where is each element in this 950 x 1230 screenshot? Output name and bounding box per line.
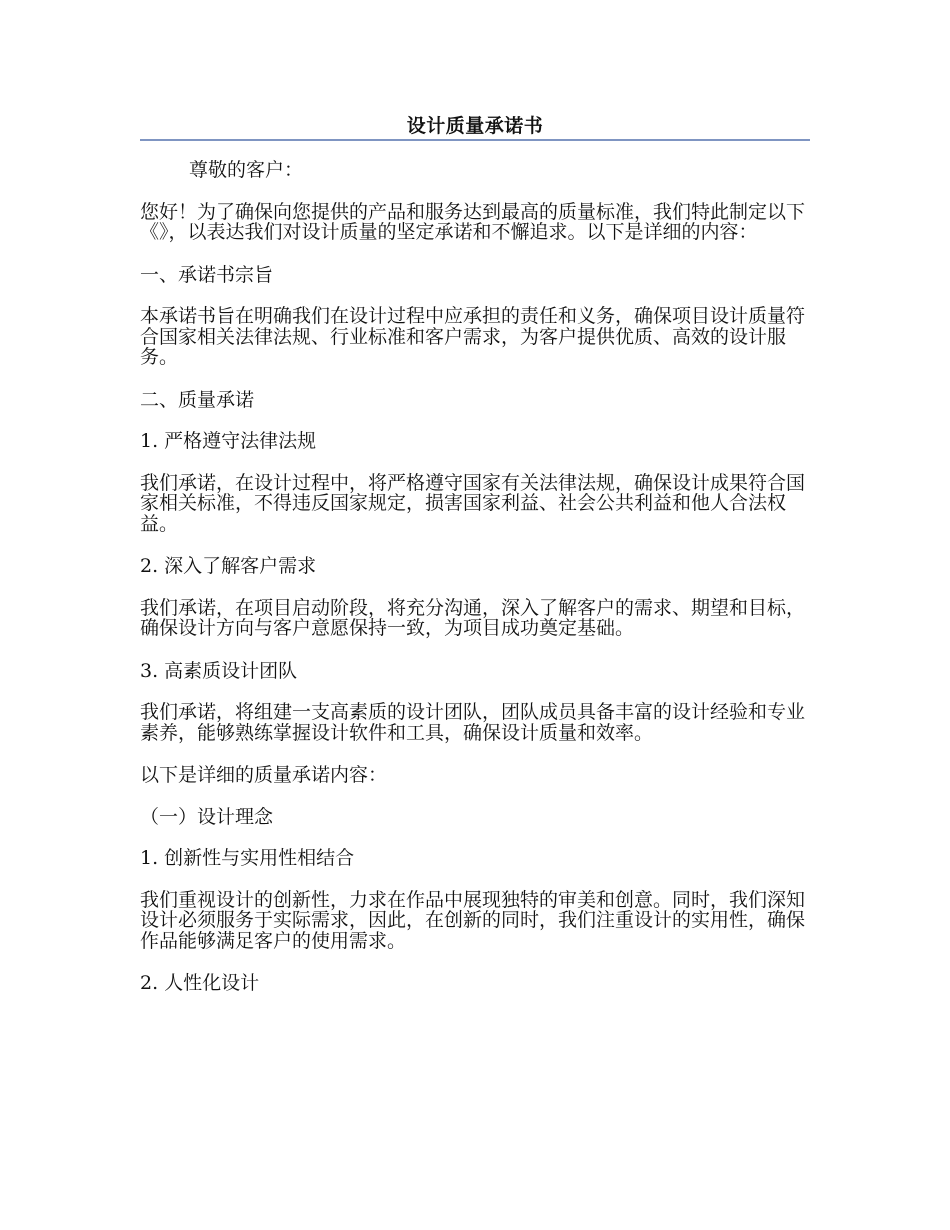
body-paragraph: 本承诺书旨在明确我们在设计过程中应承担的责任和义务，确保项目设计质量符合国家相关法律法规、行业标准和客户需求，为客户提供优质、高效的设计服务。 bbox=[140, 305, 806, 368]
numbered-heading: 2. 深入了解客户需求 bbox=[140, 555, 317, 577]
section-heading: 二、质量承诺 bbox=[140, 388, 255, 411]
body-paragraph: 以下是详细的质量承诺内容： bbox=[140, 764, 388, 786]
body-paragraph: 我们重视设计的创新性，力求在作品中展现独特的审美和创意。同时，我们深知设计必须服务于实际需求，因此，在创新的同时，我们注重设计的实用性，确保作品能够满足客户的使用需求。 bbox=[140, 888, 806, 952]
section-heading: 一、承诺书宗旨 bbox=[140, 263, 274, 286]
subsection-heading: （一）设计理念 bbox=[140, 805, 274, 828]
title-underline bbox=[140, 139, 810, 141]
salutation: 尊敬的客户： bbox=[189, 159, 304, 181]
numbered-heading: 1. 严格遵守法律法规 bbox=[140, 430, 317, 452]
body-paragraph: 我们承诺，在设计过程中，将严格遵守国家有关法律法规，确保设计成果符合国家相关标准，不得违反国家规定，损害国家利益、社会公共利益和他人合法权益。 bbox=[140, 471, 806, 535]
body-paragraph: 我们承诺，在项目启动阶段，将充分沟通，深入了解客户的需求、期望和目标，确保设计方向与客户意愿保持一致，为项目成功奠定基础。 bbox=[140, 596, 806, 639]
numbered-heading: 1. 创新性与实用性相结合 bbox=[140, 847, 355, 869]
numbered-heading: 3. 高素质设计团队 bbox=[140, 659, 298, 682]
document-body bbox=[140, 160, 810, 1015]
intro-paragraph: 您好！为了确保向您提供的产品和服务达到最高的质量标准，我们特此制定以下《》，以表达我们对设计质量的坚定承诺和不懈追求。以下是详细的内容： bbox=[140, 200, 806, 243]
numbered-heading: 2. 人性化设计 bbox=[140, 972, 260, 994]
document-title: 设计质量承诺书 bbox=[406, 115, 544, 137]
body-paragraph: 我们承诺，将组建一支高素质的设计团队，团队成员具备丰富的设计经验和专业素养，能够熟练掌握设计软件和工具，确保设计质量和效率。 bbox=[140, 701, 806, 744]
